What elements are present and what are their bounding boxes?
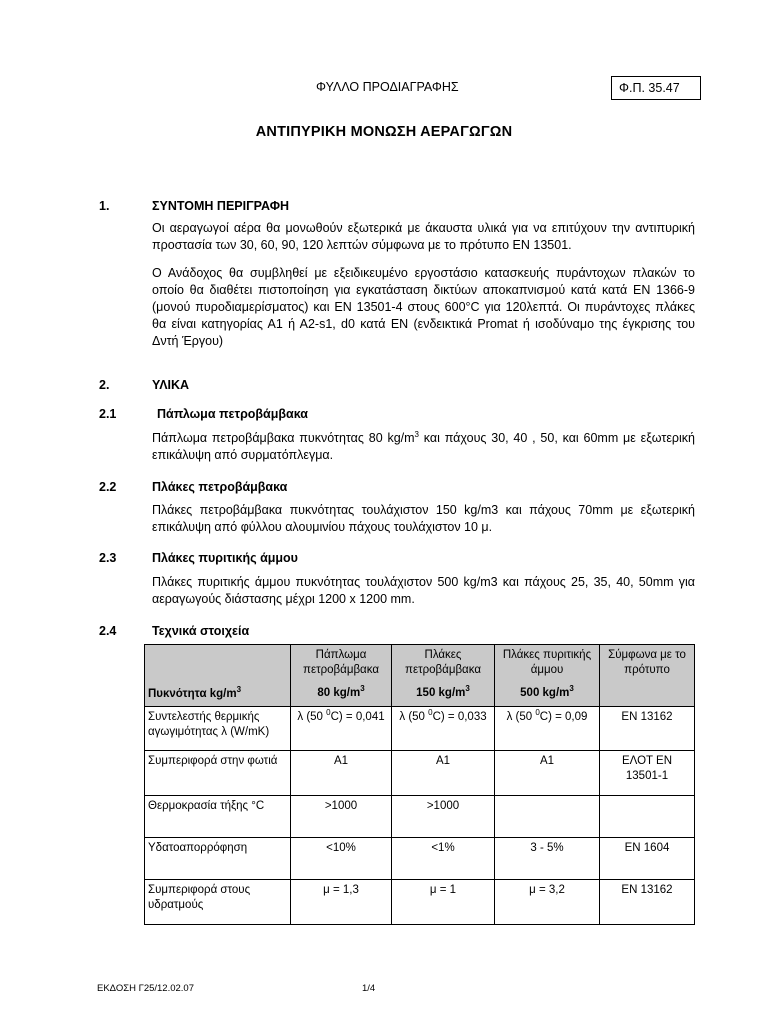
header-column — [392, 645, 495, 707]
technical-data-table — [144, 644, 695, 925]
header-column — [291, 645, 392, 707]
table-cell: A1 — [291, 751, 392, 796]
table-cell — [291, 707, 392, 751]
text-part: 150 kg/m — [416, 687, 466, 699]
text-part: C) = 0,041 — [330, 711, 385, 723]
footer-edition: ΕΚΔΟΣΗ Γ25/12.02.07 — [97, 983, 194, 994]
text-part: λ (50 — [506, 711, 536, 723]
table-cell: ΕΝ 13162 — [600, 880, 695, 925]
section-heading: ΥΛΙΚΑ — [152, 378, 190, 392]
text-part: 500 kg/m — [520, 687, 570, 699]
table-cell: ΕΛΟΤ ΕΝ 13501-1 — [600, 751, 695, 796]
table-row — [145, 707, 695, 751]
table-cell — [495, 796, 600, 838]
column-name: Πάπλωμα πετροβάμβακα — [303, 649, 379, 676]
superscript: 0 — [428, 708, 433, 718]
table-cell — [495, 707, 600, 751]
superscript: 0 — [326, 708, 331, 718]
document-title: ΑΝΤΙΠΥΡΙΚΗ ΜΟΝΩΣΗ ΑΕΡΑΓΩΓΩΝ — [255, 124, 513, 140]
table-row — [145, 751, 695, 796]
section-heading: ΣΥΝΤΟΜΗ ΠΕΡΙΓΡΑΦΗ — [152, 199, 289, 213]
table-cell: <1% — [392, 838, 495, 880]
superscript: 3 — [360, 684, 365, 694]
superscript: 3 — [465, 684, 470, 694]
section-paragraph: Οι αεραγωγοί αέρα θα μονωθούν εξωτερικά με άκαυστα υλικά για να επιτύχουν την αντιπυρική προστασία των 30, 60, 90, 120 λεπτών σύμφωνα με το πρότυπο ΕΝ 13501. — [152, 221, 695, 252]
subsection-paragraph: Πλάκες πετροβάμβακα πυκνότητας τουλάχιστον 150 kg/m3 και πάχους 70mm με εξωτερική επικάλυψη από φύλλου αλουμινίου πάχους τουλάχιστον 10 μ. — [152, 503, 695, 534]
superscript: 0 — [535, 708, 540, 718]
subsection-paragraph — [152, 430, 695, 464]
subsection-number: 2.1 — [99, 407, 117, 421]
table-row — [145, 838, 695, 880]
text-part: 80 kg/m — [317, 687, 361, 699]
superscript: 3 — [236, 685, 242, 695]
table-cell — [392, 707, 495, 751]
table-cell: ΕΝ 1604 — [600, 838, 695, 880]
column-name: Σύμφωνα με το πρότυπο — [608, 649, 686, 676]
table-header-row — [145, 645, 695, 707]
header-density-label — [148, 687, 241, 702]
row-label: Συμπεριφορά στην φωτιά — [145, 751, 291, 796]
header-column — [600, 645, 695, 707]
table-row — [145, 796, 695, 838]
column-density — [294, 686, 388, 701]
table-cell: >1000 — [392, 796, 495, 838]
section-number: 2. — [99, 378, 110, 392]
text-part: C) = 0,033 — [432, 711, 487, 723]
subsection-heading: Τεχνικά στοιχεία — [152, 624, 250, 638]
subsection-heading: Πλάκες πετροβάμβακα — [152, 480, 288, 494]
table-cell: 3 - 5% — [495, 838, 600, 880]
subsection-heading: Πάπλωμα πετροβάμβακα — [157, 407, 308, 421]
table-cell: A1 — [392, 751, 495, 796]
text-part: λ (50 — [297, 711, 327, 723]
subsection-paragraph: Πλάκες πυριτικής άμμου πυκνότητας τουλάχιστον 500 kg/m3 και πάχους 25, 35, 40, 50mm για αεραγωγούς διάστασης μέχρι 1200 x 1200 mm. — [152, 575, 695, 606]
column-density — [498, 686, 596, 701]
row-label: Συμπεριφορά στους υδρατμούς — [145, 880, 291, 925]
footer-page-number: 1/4 — [362, 983, 376, 994]
text-part: Πυκνότητα kg/m — [148, 688, 237, 700]
table-cell: μ = 1,3 — [291, 880, 392, 925]
table-cell: ΕΝ 13162 — [600, 707, 695, 751]
section-number: 1. — [99, 199, 110, 213]
table-cell: μ = 1 — [392, 880, 495, 925]
superscript: 3 — [569, 684, 574, 694]
subsection-number: 2.2 — [99, 480, 117, 494]
table-cell: μ = 3,2 — [495, 880, 600, 925]
document-type-label: ΦΥΛΛΟ ΠΡΟΔΙΑΓΡΑΦΗΣ — [316, 80, 459, 94]
text-part: C) = 0,09 — [539, 711, 588, 723]
table-cell: >1000 — [291, 796, 392, 838]
row-label: Συντελεστής θερμικής αγωγιμότητας λ (W/mK) — [145, 707, 291, 751]
column-name: Πλάκες πυριτικής άμμου — [502, 649, 592, 676]
header-column — [495, 645, 600, 707]
table-cell: <10% — [291, 838, 392, 880]
superscript: 3 — [414, 429, 419, 439]
column-name: Πλάκες πετροβάμβακα — [405, 649, 481, 676]
subsection-number: 2.4 — [99, 624, 117, 638]
table-cell: A1 — [495, 751, 600, 796]
text-part: και πάχους 30, 40 , 50, και 60mm με εξωτερική επικάλυψη από συρματόπλεγμα. — [152, 431, 695, 462]
section-paragraph: Ο Ανάδοχος θα συμβληθεί με εξειδικευμένο εργοστάσιο κατασκευής πυράντοχων πλακών το οποίο θα διαθέτει πιστοποίηση για εγκατάσταση δικτύων αποκαπνισμού κατά κατά ΕΝ 1366-9 (μονού πυροδιαμερίσματος) και ΕΝ 13501-4 στους 600°C για 120λεπτά. Οι πυράντοχες πλάκες θα είναι κατηγορίας Α1 ή Α2-s1, d0 κατά ΕΝ (ενδεικτικά Promat ή ισοδύναμο της έγκρισης του Δντή Έργου) — [152, 266, 695, 348]
table-cell — [600, 796, 695, 838]
text-part: λ (50 — [399, 711, 429, 723]
header-density-cell — [145, 645, 291, 707]
column-density — [395, 686, 491, 701]
table-row — [145, 880, 695, 925]
row-label: Θερμοκρασία τήξης °C — [145, 796, 291, 838]
row-label: Υδατοαπορρόφηση — [145, 838, 291, 880]
subsection-heading: Πλάκες πυριτικής άμμου — [152, 551, 298, 565]
subsection-number: 2.3 — [99, 551, 117, 565]
text-part: Πάπλωμα πετροβάμβακα πυκνότητας 80 kg/m — [152, 431, 415, 445]
spec-code-box: Φ.Π. 35.47 — [611, 76, 701, 100]
